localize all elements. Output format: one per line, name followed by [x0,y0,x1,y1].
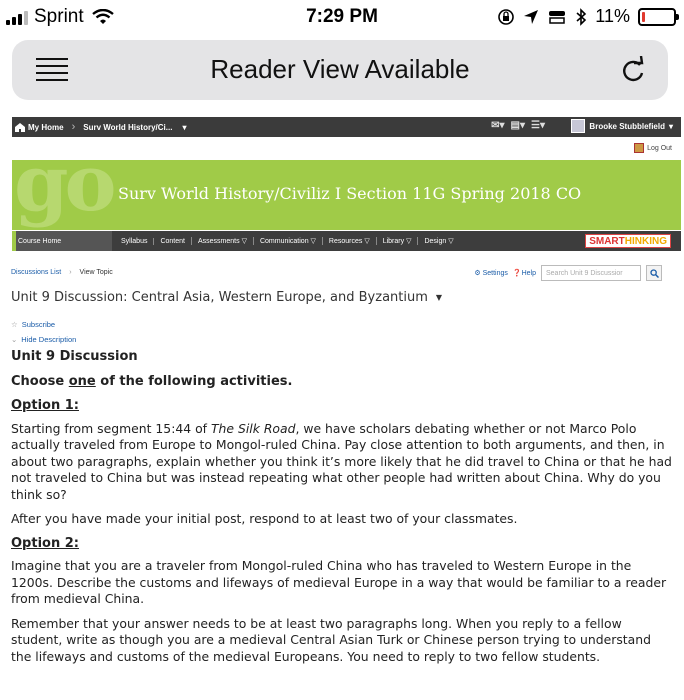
location-icon [523,9,539,25]
course-selector-label: Surv World History/Ci... [83,122,173,132]
breadcrumb [11,269,113,276]
caret-down-icon: ▼ [435,293,443,302]
status-bar [0,0,684,36]
user-name: Brooke Stubblefield [589,121,665,131]
menu-syllabus[interactable]: Syllabus [121,237,148,245]
logout-icon [634,143,644,153]
choose-post: of the following activities. [95,373,293,389]
nav-icons [491,120,545,131]
lms-nav-bar [12,117,681,137]
topic-description [11,349,673,673]
menu-design-label: Design [424,238,447,245]
option1-pre: Starting from segment 15:44 of [11,420,211,436]
battery-fill [642,12,645,22]
logout-label: Log Out [647,144,672,152]
option1-label: Option 1: [11,398,79,413]
settings-label: Settings [482,270,508,277]
menu-library[interactable]: Library ▽ [376,237,418,245]
course-selector[interactable] [83,123,186,132]
menu-design[interactable]: Design ▽ [417,237,459,245]
option2-text: Imagine that you are a traveler from Mongol-ruled China who has traveled to Western Europe in the 1200s. Describe the customs and lifeways of medieval Europe in a way that would be familiar to a reader from medieval China. [11,558,667,606]
smarthinking-part1: SMART [589,235,625,247]
option2-followup: Remember that your answer needs to be at least two paragraphs long. When you reply to a fellow student, write as though you are a medieval Central Asian Turk or Chinese person trying to understand the lifeways and customs of the medieval Europeans. You need to reply to two fellow students. [11,615,651,664]
breadcrumb-current: View Topic [79,269,113,276]
course-menu [12,231,681,251]
choose-pre: Choose [11,373,69,389]
menu-communication[interactable]: Communication ▽ [253,237,322,245]
option1-post: , we have scholars debating whether or not Marco Polo actually traveled from Europe to Mongol-ruled China. Pay close attention to both arguments, and then, in about two paragraphs, explain whether you think it’s more likely that he did travel to China or that he had not traveled to China but was instead repeating what other people had written about China. Why do you think so? [11,420,672,502]
help-link[interactable] [513,269,536,277]
caret-down-icon: ▾ [668,121,673,131]
choose-instruction [11,374,673,391]
description-heading: Unit 9 Discussion [11,349,138,364]
subscriptions-icon[interactable]: ▤▾ [510,120,526,131]
avatar [571,119,585,133]
settings-link[interactable] [474,269,508,277]
go-logo: go [14,160,113,229]
menu-assessments-label: Assessments [198,238,240,245]
option2-label: Option 2: [11,535,79,551]
subscribe-link[interactable] [11,320,55,329]
carrier-name: Sprint [34,6,84,27]
chevron-down-icon: ⌄ [11,335,18,344]
my-home-label: My Home [28,122,64,132]
topic-title[interactable] [11,290,442,305]
help-icon: ❓ [512,270,522,277]
option1-text [11,421,673,504]
hide-description-link[interactable] [11,335,76,344]
option1-italic: The Silk Road [210,420,296,436]
course-title: Surv World History/Civiliz I Section 11G Spring 2018 CO [118,184,582,203]
clock: 7:29 PM [306,6,378,27]
subscribe-label: Subscribe [21,320,56,329]
tty-icon [547,9,567,25]
reload-icon[interactable] [618,56,648,86]
status-icons [497,6,676,27]
reader-view-title[interactable]: Reader View Available [210,54,470,84]
help-label: Help [521,270,536,277]
course-home-link[interactable]: Course Home [12,231,112,251]
menu-communication-label: Communication [259,238,309,245]
battery-percent: 11% [595,6,630,26]
bluetooth-icon [575,8,587,26]
logout-link[interactable] [634,143,672,153]
battery-icon [638,8,676,26]
my-home-link[interactable] [15,123,64,132]
menu-resources-label: Resources [328,238,363,245]
course-menu-items [115,237,460,245]
menu-content[interactable]: Content [153,238,191,245]
course-banner [12,160,681,230]
smarthinking-part2: HINKING [624,235,667,247]
topic-tools [474,265,662,281]
hide-description-label: Hide Description [21,335,77,344]
reader-view-bar[interactable] [12,40,668,100]
menu-resources[interactable]: Resources ▽ [322,237,376,245]
star-icon: ☆ [11,320,18,329]
gear-icon: ⚙ [474,270,481,277]
notifications-icon[interactable]: ☰▾ [531,120,545,131]
menu-library-label: Library [382,238,405,245]
search-button[interactable] [646,265,662,281]
option1-followup: After you have made your initial post, respond to at least two of your classmates. [11,511,518,526]
chevron-right-icon: › [71,121,76,133]
home-icon [15,123,25,132]
menu-assessments[interactable]: Assessments ▽ [191,237,253,245]
search-input[interactable]: Search Unit 9 Discussior [541,265,641,281]
search-icon [650,269,659,278]
chevron-right-icon: › [69,269,72,276]
caret-down-icon: ▾ [182,122,187,132]
mail-icon[interactable]: ✉▾ [491,120,505,131]
topic-title-text: Unit 9 Discussion: Central Asia, Western Europe, and Byzantium [11,290,428,305]
rotation-lock-icon [497,8,515,26]
user-menu[interactable] [571,119,673,133]
breadcrumb-discussions-list[interactable]: Discussions List [11,269,62,276]
choose-underlined: one [68,373,96,389]
smarthinking-logo[interactable] [585,234,671,248]
